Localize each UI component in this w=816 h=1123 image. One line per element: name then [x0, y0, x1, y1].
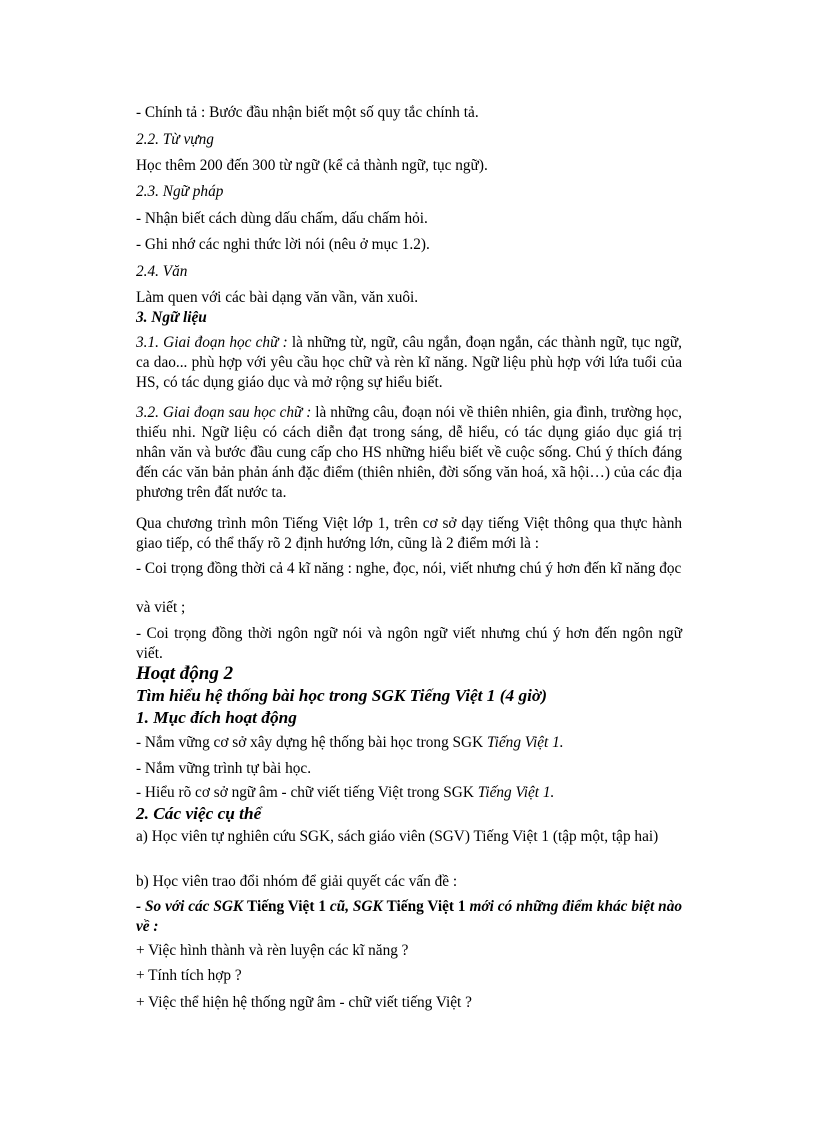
paragraph-3-1-text: là những từ, ngữ, câu ngắn, đoạn ngắn, các thành ngữ, tục ngữ, ca dao... phù hợp với yêu cầu học chữ và rèn kĩ năng. Ngữ liệu phù hợp với lứa tuổi của HS, có tác dụng giáo dục và mở rộng sự hiểu biết.: [136, 334, 682, 391]
vocabulary-line: Học thêm 200 đến 300 từ ngữ (kể cả thành ngữ, tục ngữ).: [136, 157, 488, 174]
purpose-item-3-text: - Hiểu rõ cơ sở ngữ âm - chữ viết tiếng Việt trong SGK: [136, 784, 478, 801]
question-compare: [136, 897, 682, 937]
task-b: b) Học viên trao đổi nhóm để giải quyết các vấn đề :: [136, 873, 458, 890]
heading-2-2-vocabulary: 2.2. Từ vựng: [136, 131, 214, 148]
grammar-line-2: - Ghi nhớ các nghi thức lời nói (nêu ở mục 1.2).: [136, 236, 430, 253]
question-book-1: Tiếng Việt 1: [247, 898, 326, 915]
question-book-2: Tiếng Việt 1: [386, 898, 466, 915]
literature-line: Làm quen với các bài dạng văn vần, văn xuôi.: [136, 289, 419, 306]
question-part-2: cũ, SGK: [325, 898, 387, 915]
paragraph-3-2: [136, 403, 682, 503]
orientation-1-line-b: và viết ;: [136, 599, 186, 616]
question-part-3: mới có những điểm khác biệt nào về :: [136, 898, 682, 935]
paragraph-3-2-text: là những câu, đoạn nói về thiên nhiên, gia đình, trường học, thiếu nhi. Ngữ liệu có cách diễn đạt trong sáng, dễ hiểu, có tác dụng giáo dục giá trị nhân văn và bước đầu cung cấp cho HS những hiểu biết về cuộc sống. Chú ý thích đáng đến các văn bản phản ánh đặc điểm (thiên nhiên, đời sống văn hoá, xã hội…) của các địa phương trên đất nước ta.: [136, 404, 682, 501]
paragraph-summary: Qua chương trình môn Tiếng Việt lớp 1, trên cơ sở dạy tiếng Việt thông qua thực hành giao tiếp, có thể thấy rõ 2 định hướng lớn, cũng là 2 điểm mới là :: [136, 515, 682, 552]
paragraph-3-1: [136, 333, 682, 393]
orientation-2: - Coi trọng đồng thời ngôn ngữ nói và ngôn ngữ viết nhưng chú ý hơn đến ngôn ngữ viết.: [136, 625, 682, 662]
bullet-skills: + Việc hình thành và rèn luyện các kĩ năng ?: [136, 942, 409, 959]
purpose-item-3-book: Tiếng Việt 1.: [477, 784, 555, 801]
paragraph-3-1-label: 3.1. Giai đoạn học chữ :: [136, 334, 288, 351]
spelling-line: - Chính tả : Bước đầu nhận biết một số quy tắc chính tả.: [136, 104, 479, 121]
heading-explore-lessons: Tìm hiểu hệ thống bài học trong SGK Tiếng Việt 1 (4 giờ): [136, 686, 547, 705]
purpose-item-1-book: Tiếng Việt 1.: [486, 734, 564, 751]
heading-3-materials: 3. Ngữ liệu: [136, 309, 207, 326]
purpose-item-1: [136, 733, 682, 753]
heading-purpose: 1. Mục đích hoạt động: [136, 708, 297, 727]
grammar-line-1: - Nhận biết cách dùng dấu chấm, dấu chấm hỏi.: [136, 210, 428, 227]
purpose-item-1-text: - Nắm vững cơ sở xây dựng hệ thống bài học trong SGK: [136, 734, 487, 751]
bullet-phonetics: + Việc thể hiện hệ thống ngữ âm - chữ viết tiếng Việt ?: [136, 994, 472, 1011]
heading-2-4-literature: 2.4. Văn: [136, 263, 188, 280]
orientation-1-line-a: - Coi trọng đồng thời cả 4 kĩ năng : nghe, đọc, nói, viết nhưng chú ý hơn đến kĩ năng đọc: [136, 560, 682, 577]
heading-specific-tasks: 2. Các việc cụ thể: [136, 804, 262, 823]
question-part-1: - So với các SGK: [136, 898, 248, 915]
task-a: a) Học viên tự nghiên cứu SGK, sách giáo viên (SGV) Tiếng Việt 1 (tập một, tập hai): [136, 828, 659, 845]
purpose-item-2: - Nắm vững trình tự bài học.: [136, 760, 312, 777]
purpose-item-3: [136, 783, 682, 803]
heading-2-3-grammar: 2.3. Ngữ pháp: [136, 183, 224, 200]
bullet-integration: + Tính tích hợp ?: [136, 967, 242, 984]
heading-activity-2: Hoạt động 2: [136, 663, 234, 684]
paragraph-3-2-label: 3.2. Giai đoạn sau học chữ :: [136, 404, 312, 421]
